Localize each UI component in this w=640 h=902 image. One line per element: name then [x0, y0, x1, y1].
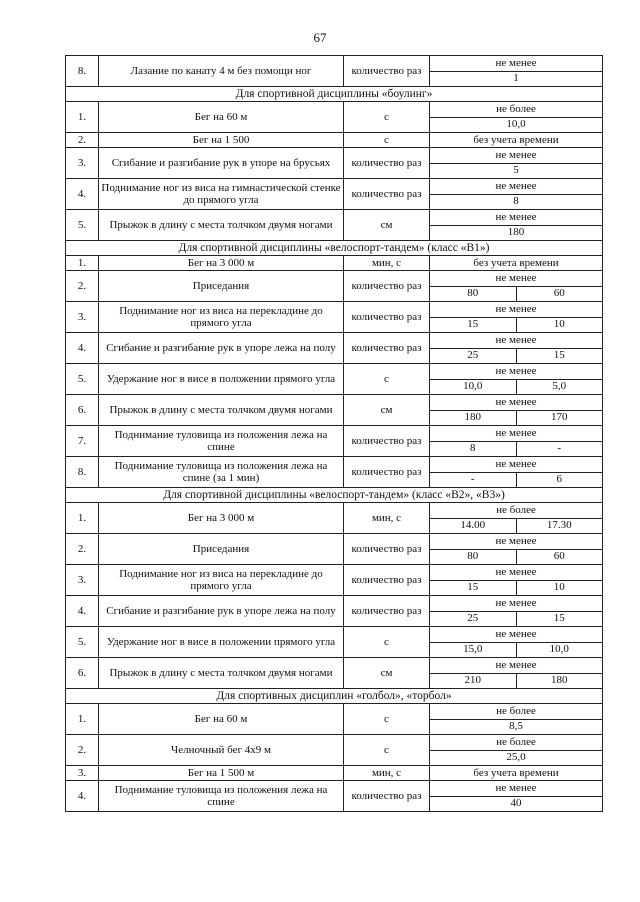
norm-cell	[430, 271, 603, 302]
table-row	[66, 534, 603, 565]
row-number: 8.	[66, 457, 99, 488]
row-number: 4.	[66, 596, 99, 627]
norm-value: 17.30	[546, 519, 572, 532]
norm-cell	[430, 426, 603, 457]
row-number: 2.	[66, 735, 99, 766]
norm-cell	[430, 102, 603, 133]
row-number: 4.	[66, 179, 99, 210]
norm-cell	[430, 210, 603, 241]
section-header-row	[66, 689, 603, 704]
exercise-name: Приседания	[99, 534, 344, 565]
table-row	[66, 658, 603, 689]
norm-value: 25	[430, 611, 516, 626]
unit: с	[344, 735, 430, 766]
norm-value: 10	[553, 581, 565, 594]
norm-cell: без учета времени	[430, 256, 603, 271]
unit: с	[344, 704, 430, 735]
row-number: 2.	[66, 271, 99, 302]
exercise-name: Бег на 60 м	[99, 102, 344, 133]
norm-value: 5,0	[552, 380, 567, 393]
exercise-name: Приседания	[99, 271, 344, 302]
norm-value: 180	[430, 410, 516, 425]
row-number: 3.	[66, 766, 99, 781]
unit: количество раз	[344, 565, 430, 596]
row-number: 4.	[66, 333, 99, 364]
unit: с	[344, 102, 430, 133]
exercise-name: Прыжок в длину с места толчком двумя ногами	[99, 210, 344, 241]
table-row	[66, 781, 603, 812]
exercise-name: Сгибание и разгибание рук в упоре лежа на полу	[99, 333, 344, 364]
norm-cell	[430, 565, 603, 596]
page-number: 67	[313, 30, 327, 45]
exercise-name: Удержание ног в висе в положении прямого угла	[99, 364, 344, 395]
norm-value: 15,0	[430, 642, 516, 657]
exercise-name: Поднимание туловища из положения лежа на спине (за 1 мин)	[99, 457, 344, 488]
norm-label: не менее	[430, 56, 602, 71]
norm-value: 1	[513, 72, 519, 85]
norm-cell: без учета времени	[430, 766, 603, 781]
norm-cell	[430, 148, 603, 179]
unit: количество раз	[344, 179, 430, 210]
norm-value: 10	[553, 318, 565, 331]
exercise-name: Бег на 1 500 м	[99, 766, 344, 781]
unit: количество раз	[344, 271, 430, 302]
row-number: 1.	[66, 503, 99, 534]
norm-value: -	[557, 442, 562, 455]
norm-cell	[430, 735, 603, 766]
standards-table	[65, 55, 603, 812]
section-title: Для спортивной дисциплины «велоспорт-тандем» (класс «В2», «В3»)	[66, 488, 603, 503]
section-title: Для спортивных дисциплин «голбол», «торбол»	[66, 689, 603, 704]
norm-value: 210	[430, 673, 516, 688]
norm-cell	[430, 781, 603, 812]
table-row	[66, 56, 603, 87]
norm-label: не менее	[430, 364, 602, 379]
unit: количество раз	[344, 426, 430, 457]
norm-label: не более	[430, 735, 602, 750]
norm-label: не более	[430, 102, 602, 117]
row-number: 4.	[66, 781, 99, 812]
norm-cell	[430, 364, 603, 395]
exercise-name: Прыжок в длину с места толчком двумя ногами	[99, 658, 344, 689]
norm-label: не более	[430, 704, 602, 719]
exercise-name: Бег на 1 500	[99, 133, 344, 148]
norm-label: не менее	[430, 596, 602, 611]
row-number: 3.	[66, 302, 99, 333]
row-number: 3.	[66, 148, 99, 179]
unit: количество раз	[344, 148, 430, 179]
unit: мин, с	[344, 766, 430, 781]
norm-value: 15	[553, 349, 565, 362]
table-row	[66, 256, 603, 271]
norm-value: 15	[430, 580, 516, 595]
exercise-name: Бег на 60 м	[99, 704, 344, 735]
norm-cell	[430, 179, 603, 210]
exercise-name: Бег на 3 000 м	[99, 503, 344, 534]
unit: с	[344, 627, 430, 658]
norm-label: не менее	[430, 426, 602, 441]
norm-value: -	[430, 472, 516, 487]
table-row	[66, 271, 603, 302]
table-row	[66, 210, 603, 241]
norm-value: 60	[553, 550, 565, 563]
unit: количество раз	[344, 333, 430, 364]
unit: количество раз	[344, 457, 430, 488]
row-number: 6.	[66, 395, 99, 426]
unit: количество раз	[344, 534, 430, 565]
norm-label: не менее	[430, 395, 602, 410]
unit: мин, с	[344, 256, 430, 271]
norm-label: не менее	[430, 627, 602, 642]
table-row	[66, 457, 603, 488]
table-row	[66, 133, 603, 148]
norm-value: 10,0	[506, 118, 526, 131]
norm-value: 8	[430, 441, 516, 456]
norm-label: не менее	[430, 210, 602, 225]
exercise-name: Поднимание ног из виса на гимнастической стенке до прямого угла	[99, 179, 344, 210]
norm-cell	[430, 333, 603, 364]
table-row	[66, 148, 603, 179]
norm-cell	[430, 457, 603, 488]
exercise-name: Сгибание и разгибание рук в упоре на брусьях	[99, 148, 344, 179]
table-row	[66, 766, 603, 781]
row-number: 1.	[66, 256, 99, 271]
norm-cell	[430, 534, 603, 565]
table-row	[66, 333, 603, 364]
unit: с	[344, 133, 430, 148]
row-number: 2.	[66, 534, 99, 565]
section-header-row	[66, 87, 603, 102]
norm-label: не менее	[430, 457, 602, 472]
unit: количество раз	[344, 596, 430, 627]
row-number: 5.	[66, 210, 99, 241]
row-number: 5.	[66, 364, 99, 395]
table-row	[66, 179, 603, 210]
table-row	[66, 565, 603, 596]
exercise-name: Бег на 3 000 м	[99, 256, 344, 271]
norm-label: не менее	[430, 302, 602, 317]
norm-value: 180	[507, 226, 525, 239]
norm-value: 8	[513, 195, 519, 208]
table-row	[66, 302, 603, 333]
section-title: Для спортивной дисциплины «боулинг»	[66, 87, 603, 102]
table-row	[66, 627, 603, 658]
section-header-row	[66, 241, 603, 256]
norm-value: 25	[430, 348, 516, 363]
norm-cell: без учета времени	[430, 133, 603, 148]
norm-value: 15	[430, 317, 516, 332]
norm-value: 180	[551, 674, 568, 687]
norm-cell	[430, 503, 603, 534]
table-row	[66, 503, 603, 534]
row-number: 5.	[66, 627, 99, 658]
exercise-name: Поднимание ног из виса на перекладине до прямого угла	[99, 565, 344, 596]
norm-label: не более	[430, 503, 602, 518]
row-number: 6.	[66, 658, 99, 689]
norm-label: не менее	[430, 148, 602, 163]
exercise-name: Поднимание ног из виса на перекладине до прямого угла	[99, 302, 344, 333]
norm-value: 6	[556, 473, 562, 486]
norm-cell	[430, 395, 603, 426]
norm-cell	[430, 302, 603, 333]
norm-value: 60	[553, 287, 565, 300]
table-row	[66, 395, 603, 426]
row-number: 2.	[66, 133, 99, 148]
norm-label: не менее	[430, 565, 602, 580]
row-number: 8.	[66, 56, 99, 87]
norm-cell	[430, 56, 603, 87]
table-row	[66, 735, 603, 766]
unit: количество раз	[344, 302, 430, 333]
norm-cell	[430, 596, 603, 627]
table-row	[66, 596, 603, 627]
table-row	[66, 102, 603, 133]
row-number: 1.	[66, 102, 99, 133]
norm-value: 5	[513, 164, 519, 177]
unit: мин, с	[344, 503, 430, 534]
norm-label: не менее	[430, 179, 602, 194]
section-title: Для спортивной дисциплины «велоспорт-тандем» (класс «В1»)	[66, 241, 603, 256]
unit: с	[344, 364, 430, 395]
norm-value: 80	[430, 549, 516, 564]
exercise-name: Челночный бег 4х9 м	[99, 735, 344, 766]
unit: количество раз	[344, 56, 430, 87]
norm-value: 80	[430, 286, 516, 301]
table-row	[66, 426, 603, 457]
norm-cell	[430, 658, 603, 689]
norm-value: 40	[510, 797, 522, 810]
norm-label: не менее	[430, 333, 602, 348]
table-row	[66, 364, 603, 395]
norm-value: 15	[553, 612, 565, 625]
row-number: 3.	[66, 565, 99, 596]
exercise-name: Прыжок в длину с места толчком двумя ногами	[99, 395, 344, 426]
unit: количество раз	[344, 781, 430, 812]
norm-value: 8,5	[509, 720, 523, 733]
exercise-name: Поднимание туловища из положения лежа на спине	[99, 781, 344, 812]
exercise-name: Удержание ног в висе в положении прямого угла	[99, 627, 344, 658]
unit: см	[344, 658, 430, 689]
norm-value: 10,0	[430, 379, 516, 394]
norm-cell	[430, 704, 603, 735]
norm-label: не менее	[430, 781, 602, 796]
exercise-name: Лазание по канату 4 м без помощи ног	[99, 56, 344, 87]
section-header-row	[66, 488, 603, 503]
exercise-name: Сгибание и разгибание рук в упоре лежа на полу	[99, 596, 344, 627]
norm-value: 25,0	[506, 751, 526, 764]
norm-cell	[430, 627, 603, 658]
norm-value: 14.00	[430, 518, 516, 533]
norm-label: не менее	[430, 534, 602, 549]
exercise-name: Поднимание туловища из положения лежа на спине	[99, 426, 344, 457]
row-number: 1.	[66, 704, 99, 735]
unit: см	[344, 395, 430, 426]
norm-label: не менее	[430, 658, 602, 673]
norm-value: 170	[551, 411, 568, 424]
norm-value: 10,0	[549, 643, 569, 656]
row-number: 7.	[66, 426, 99, 457]
table-row	[66, 704, 603, 735]
unit: см	[344, 210, 430, 241]
norm-label: не менее	[430, 271, 602, 286]
